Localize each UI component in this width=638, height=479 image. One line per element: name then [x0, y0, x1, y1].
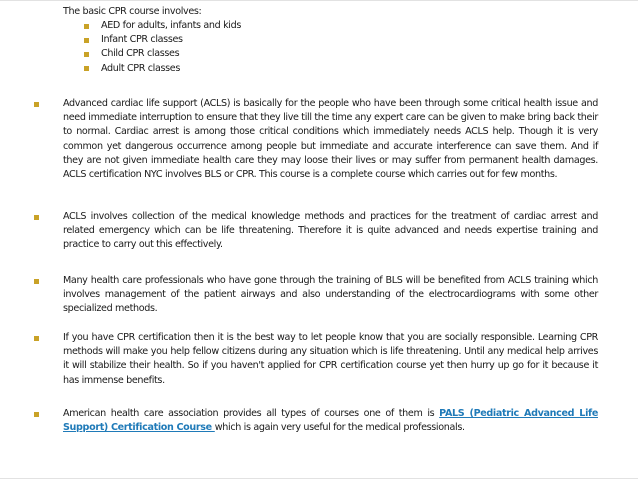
paragraph-text: Many health care professionals who have gone through the training of BLS will be benefited from ACLS training which involves management of the patient airways and also understanding of the electrocardiograms with some other specialized methods.	[63, 275, 598, 315]
paragraph-aha-courses	[63, 407, 598, 435]
square-bullet-icon	[34, 336, 39, 341]
sublist-item-text: Adult CPR classes	[101, 62, 181, 74]
sublist-item	[84, 33, 241, 47]
paragraph-text: If you have CPR certification then it is the best way to let people know that you are socially responsible. Learning CPR methods will make you help fellow citizens during any situation which is life threatening. Until any medical help arrives it will stabilize their health. So if you haven't applied for CPR certification course yet then hurry up go for it because it has immense benefits.	[63, 332, 598, 386]
square-bullet-icon	[34, 215, 39, 220]
paragraph-acls-methods	[63, 210, 598, 253]
course-intro: The basic CPR course involves:	[63, 6, 202, 17]
paragraph-text: ACLS involves collection of the medical knowledge methods and practices for the treatment of cardiac arrest and related emergency which can be life threatening. Therefore it is quite advanced and needs expertise training and practice to carry out this effectively.	[63, 211, 598, 251]
square-bullet-icon	[84, 24, 89, 29]
square-bullet-icon	[84, 38, 89, 43]
sublist-item	[84, 47, 241, 61]
square-bullet-icon	[84, 66, 89, 71]
sublist-item	[84, 19, 241, 33]
sublist-item-text: Child CPR classes	[101, 48, 180, 60]
paragraph-text-before-link: American health care association provides all types of courses one of them is	[63, 408, 440, 419]
square-bullet-icon	[84, 52, 89, 57]
paragraph-acls-intro	[63, 97, 598, 182]
course-sublist	[84, 19, 241, 76]
sublist-item-text: AED for adults, infants and kids	[101, 20, 241, 31]
paragraph-bls-benefit	[63, 274, 598, 317]
sublist-item-text: Infant CPR classes	[101, 34, 183, 46]
pals-certification-link[interactable]: PALS (Pediatric Advanced Life Support) Certification Course	[63, 408, 598, 434]
sublist-item	[84, 62, 241, 76]
square-bullet-icon	[34, 279, 39, 284]
paragraph-cpr-certification	[63, 331, 598, 388]
paragraph-text-after-link: which is again very useful for the medical professionals.	[214, 422, 465, 434]
paragraph-text: Advanced cardiac life support (ACLS) is basically for the people who have been through some critical health issue and need immediate interruption to ensure that they live till the time any expert care can be given to make bring back their to normal. Cardiac arrest is among those critical conditions which immediately needs ACLS help. Though it is very common yet dangerous occurrence among people but immediate and accurate interference can save them. And if they are not given immediate health care they may loose their lives or may suffer from permanent health damages. ACLS certification NYC involves BLS or CPR. This course is a complete course which carries out for few months.	[63, 98, 598, 181]
square-bullet-icon	[34, 102, 39, 107]
square-bullet-icon	[34, 412, 39, 417]
